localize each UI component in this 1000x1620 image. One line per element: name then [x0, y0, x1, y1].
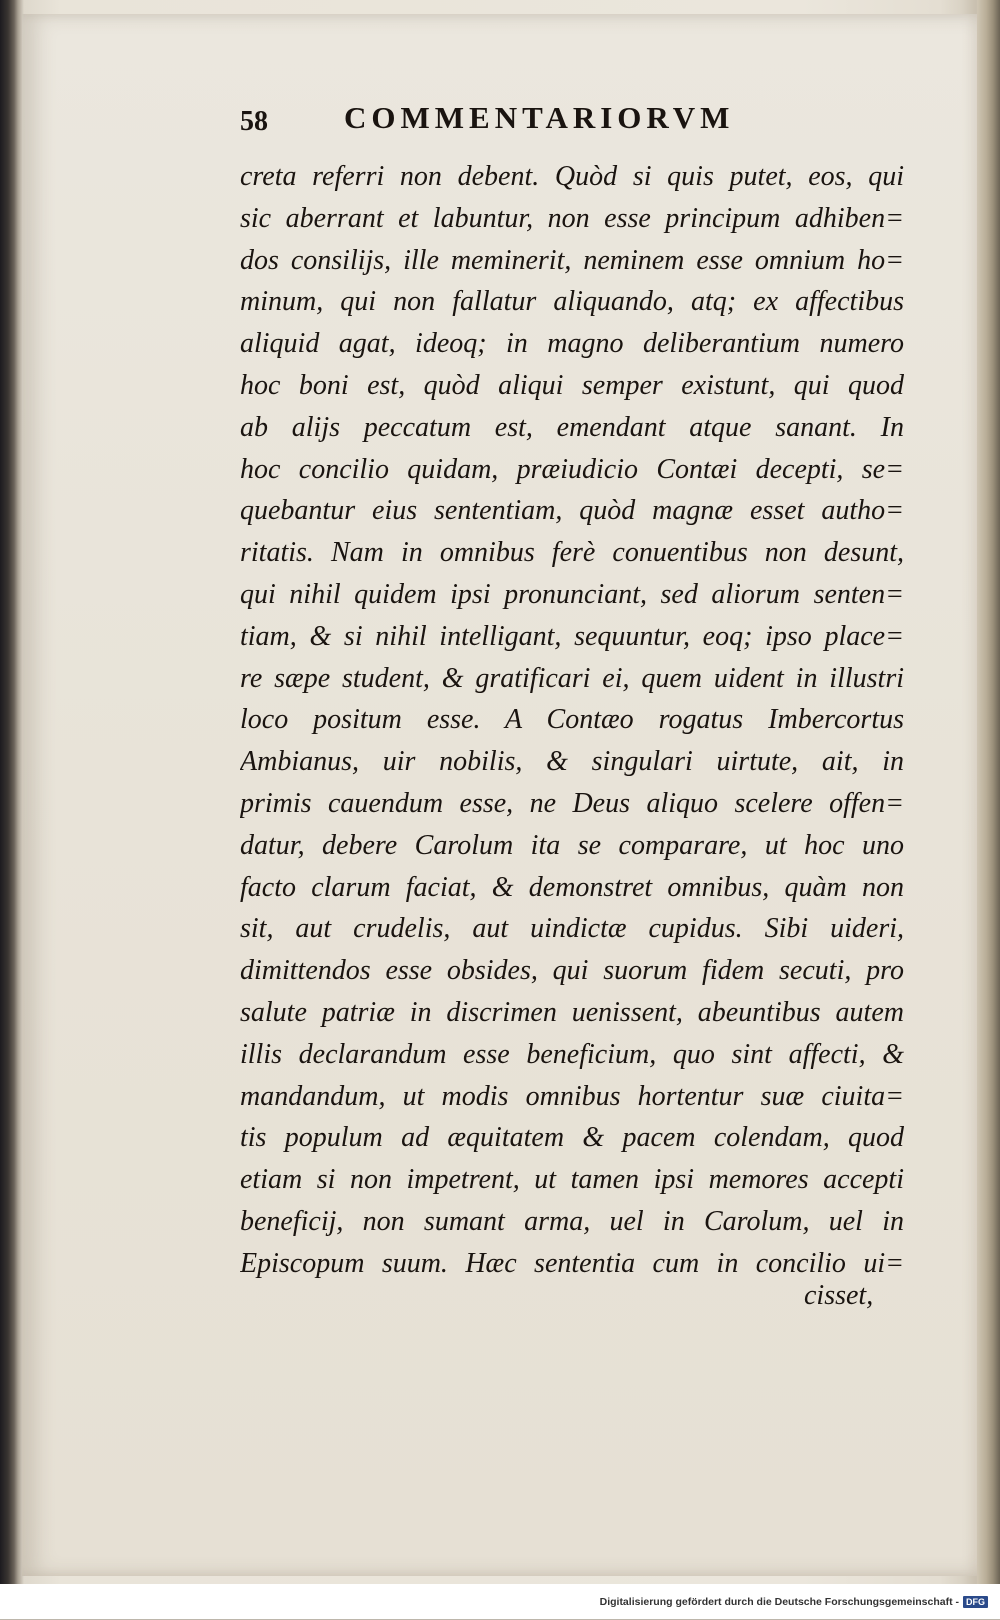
text-line: creta referri non debent. Quòd si quis putet, eos, qui — [240, 161, 904, 192]
page-number: 58 — [240, 106, 268, 137]
text-line: loco positum esse. A Contæo rogatus Imbercortus — [240, 704, 904, 736]
text-line: facto clarum faciat, & demonstret omnibus, quàm non — [240, 871, 904, 903]
text-line: datur, debere Carolum ita se comparare, ut hoc uno — [240, 829, 904, 861]
text-line: sit, aut crudelis, aut uindictæ cupidus. Sibi uideri, — [240, 913, 904, 945]
text-line: illis declarandum esse beneficium, quo sint affecti, & — [240, 1038, 904, 1070]
body-text — [240, 156, 904, 1285]
page-header — [240, 100, 840, 140]
text-line: salute patriæ in discrimen uenissent, abeuntibus autem — [240, 996, 904, 1028]
text-line: etiam si non impetrent, ut tamen ipsi memores accepti — [240, 1164, 904, 1196]
dfg-credit-text: Digitalisierung gefördert durch die Deutsche Forschungsgemeinschaft - — [599, 1596, 959, 1608]
text-line: mandandum, ut modis omnibus hortentur suæ ciuita= — [240, 1080, 904, 1112]
text-line: minum, qui non fallatur aliquando, atq; ex affectibus — [240, 286, 904, 318]
text-line: ab alijs peccatum est, emendant atque sanant. In — [240, 411, 904, 443]
page-edge — [977, 0, 1000, 1584]
text-line: ritatis. Nam in omnibus ferè conuentibus non desunt, — [240, 537, 904, 569]
text-line: hoc boni est, quòd aliqui semper existunt, qui quod — [240, 369, 904, 401]
text-line: Ambianus, uir nobilis, & singulari uirtute, ait, in — [240, 746, 904, 778]
text-line: sic aberrant et labuntur, non esse principum adhiben= — [240, 202, 904, 234]
text-line: quebantur eius sententiam, quòd magnæ esset autho= — [240, 495, 904, 527]
dfg-logo: DFG — [963, 1596, 988, 1608]
text-line: primis cauendum esse, ne Deus aliquo scelere offen= — [240, 787, 904, 819]
running-head: COMMENTARIORVM — [344, 100, 735, 135]
text-line: tis populum ad æquitatem & pacem colendam, quod — [240, 1122, 904, 1154]
text-line: Episcopum suum. Hæc sententia cum in concilio ui= — [240, 1247, 904, 1279]
text-line: dimittendos esse obsides, qui suorum fidem secuti, pro — [240, 955, 904, 987]
text-line: tiam, & si nihil intelligant, sequuntur, eoq; ipso place= — [240, 620, 904, 652]
dfg-credit — [600, 1596, 988, 1608]
text-line: beneficij, non sumant arma, uel in Carolum, uel in — [240, 1205, 904, 1237]
text-line: qui nihil quidem ipsi pronunciant, sed aliorum senten= — [240, 578, 904, 610]
catchword: cisset, — [804, 1280, 874, 1311]
text-line: aliquid agat, ideoq; in magno deliberantium numero — [240, 328, 904, 360]
text-line: dos consilijs, ille meminerit, neminem esse omnium ho= — [240, 244, 904, 276]
text-line: re sæpe student, & gratificari ei, quem uident in illustri — [240, 662, 904, 694]
text-line: hoc concilio quidam, præiudicio Contæi decepti, se= — [240, 453, 904, 485]
